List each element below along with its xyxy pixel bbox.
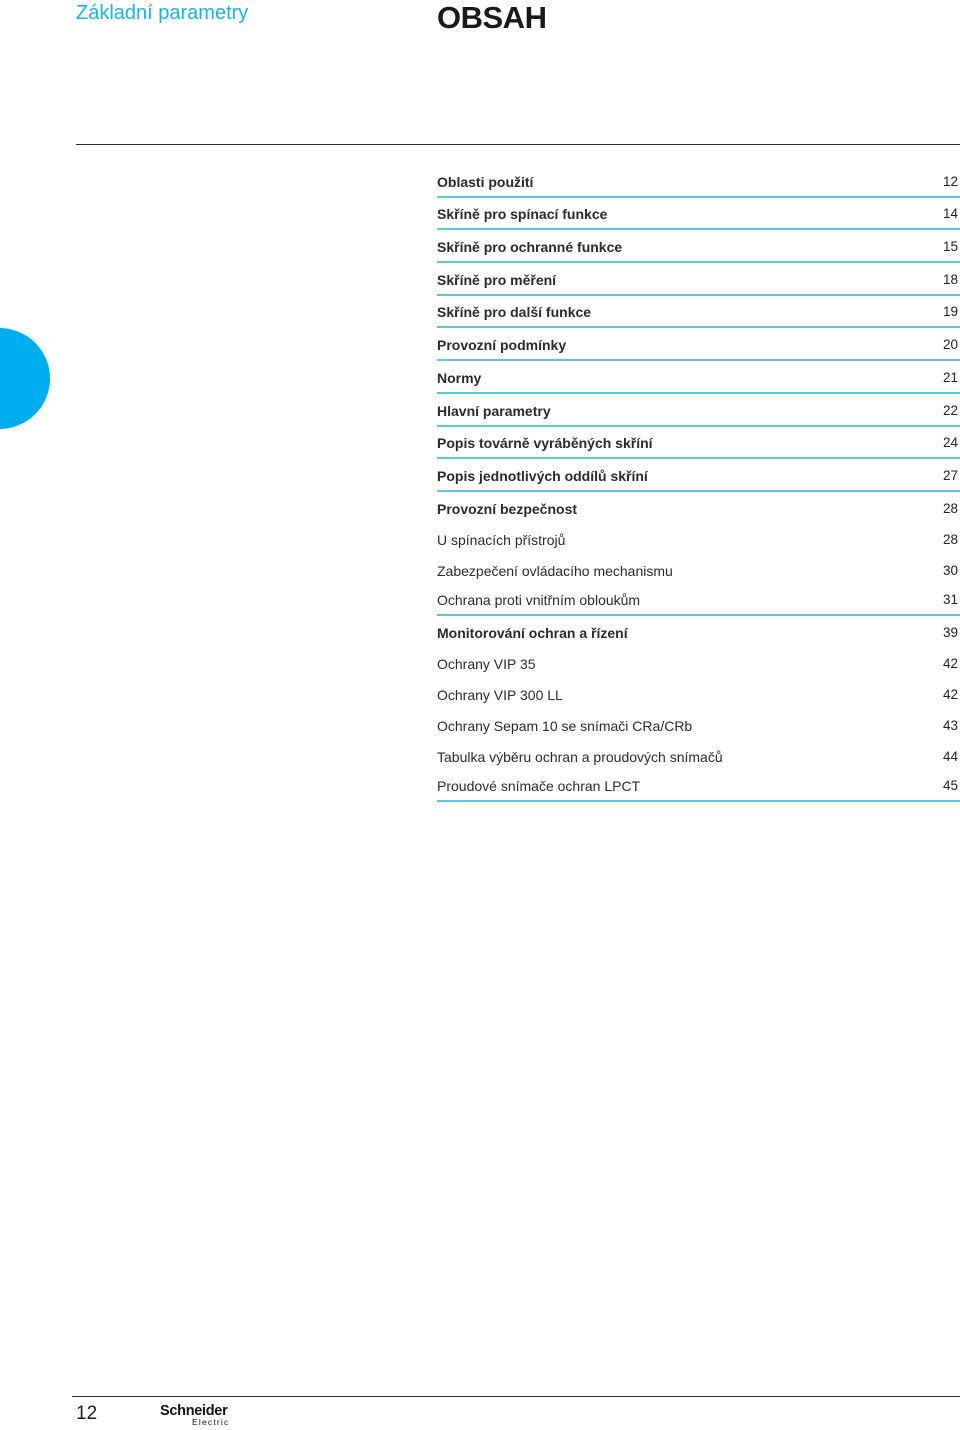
toc-entry-page: 19 — [942, 304, 958, 320]
toc-entry-page: 28 — [942, 531, 958, 547]
toc-entry-page: 43 — [942, 717, 958, 733]
toc-entry-title: Monitorování ochran a řízení — [437, 624, 628, 641]
section-title: Základní parametry — [76, 2, 249, 24]
toc-entry[interactable] — [437, 296, 960, 329]
toc-entry-title: Skříně pro ochranné funkce — [437, 239, 623, 256]
toc-entry-page: 20 — [942, 337, 958, 353]
toc-entry-title: Popis továrně vyráběných skříní — [437, 435, 653, 452]
toc-entry-page: 27 — [942, 467, 958, 483]
toc-entry[interactable] — [437, 361, 960, 394]
top-divider — [76, 144, 960, 145]
toc-entry-title: Hlavní parametry — [437, 402, 551, 419]
toc-entry[interactable] — [437, 709, 960, 740]
logo-wordmark: Schneider — [160, 1403, 228, 1419]
toc-entry[interactable] — [437, 554, 960, 585]
toc-entry[interactable] — [437, 427, 960, 460]
toc-entry-title: Proudové snímače ochran LPCT — [437, 777, 641, 794]
toc-entry-title: Ochrana proti vnitřním obloukům — [437, 591, 641, 608]
toc-entry[interactable] — [437, 771, 960, 802]
logo-subtext: Electric — [192, 1417, 230, 1427]
toc-entry-title: Provozní podmínky — [437, 337, 567, 354]
toc-entry[interactable] — [437, 165, 960, 198]
toc-entry-page: 31 — [942, 591, 958, 607]
toc-entry[interactable] — [437, 523, 960, 554]
toc-entry-title: Skříně pro další funkce — [437, 304, 592, 321]
toc-entry[interactable] — [437, 394, 960, 427]
toc-entry-title: Provozní bezpečnost — [437, 500, 578, 517]
toc-entry-page: 15 — [942, 239, 958, 255]
toc-entry[interactable] — [437, 740, 960, 771]
toc-entry-title: Ochrany VIP 35 — [437, 655, 536, 672]
page-heading: OBSAH — [437, 0, 547, 35]
toc-entry[interactable] — [437, 492, 960, 523]
toc-entry[interactable] — [437, 230, 960, 263]
toc-entry[interactable] — [437, 459, 960, 492]
toc-entry[interactable] — [437, 263, 960, 296]
toc-entry[interactable] — [437, 585, 960, 616]
toc-entry-page: 28 — [942, 500, 958, 516]
toc-entry-title: Oblasti použití — [437, 173, 534, 190]
toc-entry-title: Tabulka výběru ochran a proudových snímačů — [437, 748, 723, 765]
toc-entry[interactable] — [437, 678, 960, 709]
toc-entry-page: 18 — [942, 271, 958, 287]
toc-entry-page: 42 — [942, 655, 958, 671]
toc-entry-title: Popis jednotlivých oddílů skříní — [437, 467, 648, 484]
toc-entry-title: Skříně pro měření — [437, 271, 557, 288]
table-of-contents — [437, 165, 960, 802]
toc-entry-page: 24 — [942, 435, 958, 451]
toc-entry[interactable] — [437, 616, 960, 647]
toc-entry-page: 39 — [942, 624, 958, 640]
page-number: 12 — [76, 1403, 98, 1424]
toc-entry-title: Normy — [437, 369, 482, 386]
toc-entry-page: 30 — [942, 562, 958, 578]
footer-divider — [72, 1396, 960, 1397]
toc-entry-title: U spínacích přístrojů — [437, 531, 566, 548]
toc-entry-title: Ochrany Sepam 10 se snímači CRa/CRb — [437, 717, 693, 734]
toc-entry-page: 12 — [942, 173, 958, 189]
schneider-electric-logo — [160, 1404, 240, 1428]
toc-entry-title: Zabezpečení ovládacího mechanismu — [437, 562, 673, 579]
toc-entry-title: Ochrany VIP 300 LL — [437, 686, 563, 703]
toc-entry-page: 44 — [942, 748, 958, 764]
toc-entry[interactable] — [437, 647, 960, 678]
toc-entry-page: 45 — [942, 777, 958, 793]
side-tab-marker — [0, 328, 50, 429]
toc-entry[interactable] — [437, 198, 960, 231]
toc-entry-page: 21 — [942, 369, 958, 385]
toc-entry[interactable] — [437, 328, 960, 361]
toc-entry-page: 22 — [942, 402, 958, 418]
toc-entry-page: 42 — [942, 686, 958, 702]
toc-entry-title: Skříně pro spínací funkce — [437, 206, 608, 223]
toc-entry-page: 14 — [942, 206, 958, 222]
